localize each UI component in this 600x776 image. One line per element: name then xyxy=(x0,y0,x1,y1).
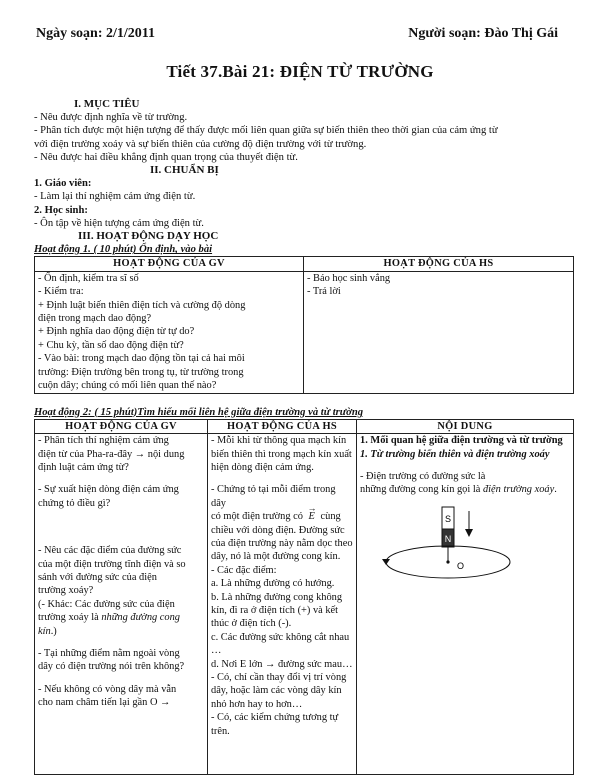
hs-line: a. Là những đường có hướng. xyxy=(211,578,335,590)
hs-line: nhỏ hơn hay to hơn… xyxy=(211,698,303,710)
gv-line: của một điện trường tĩnh điện và so xyxy=(38,558,186,570)
gv-line: cuộn dây; chúng có mối liên quan thế nào? xyxy=(38,380,217,392)
hs-line xyxy=(211,503,353,523)
vector-e-letter: E xyxy=(308,511,315,523)
activity2-gv-cell xyxy=(35,434,208,775)
hs-text: cùng xyxy=(320,511,341,523)
gv-emphasis: kín xyxy=(38,625,51,637)
gv-line: - Tại những điểm nằm ngoài vòng xyxy=(38,647,180,659)
gv-line: + Định nghĩa dao động điện từ tự do? xyxy=(38,326,195,338)
activity2-table xyxy=(34,419,574,775)
gv-line xyxy=(38,611,204,624)
gv-line: - Sự xuất hiện dòng điện cảm ứng xyxy=(38,484,179,496)
hs-line: chiều với dòng điện. Đường sức xyxy=(211,524,345,536)
gv-line: - Vào bài: trong mạch dao động tồn tại cả hai môi xyxy=(38,353,245,365)
activity2-col-gv: HOẠT ĐỘNG CỦA GV xyxy=(35,419,208,433)
activity2-hs-cell xyxy=(208,434,357,775)
hs-line: kín, đi ra ở điện tích (+) và kết xyxy=(211,604,339,616)
activity1-gv-cell xyxy=(35,271,304,393)
objective-item: - Nêu được hai điều khẳng định quan trọng của thuyết điện từ. xyxy=(34,151,298,163)
objective-item: với điện trường xoáy và sự biến thiên của cường độ điện trường với từ trường. xyxy=(34,138,367,150)
hs-line: biến thiên thì trong mạch kín xuất xyxy=(211,448,352,460)
point-o-label: O xyxy=(457,560,465,571)
gv-line: cho nam châm tiến lại gần O → xyxy=(38,697,171,709)
vector-e-symbol xyxy=(306,503,318,523)
section-objectives-heading: I. MỤC TIÊU xyxy=(74,98,140,110)
hs-line: trên. xyxy=(211,725,230,737)
objective-item: - Nêu được định nghĩa về từ trường. xyxy=(34,112,188,124)
activity1-col-gv: HOẠT ĐỘNG CỦA GV xyxy=(35,257,304,271)
vector-arrow-icon: → xyxy=(307,503,317,514)
gv-line: trường: Điện trường bên trong tụ, từ trường trong xyxy=(38,366,244,378)
hs-line: d. Nơi E lớn → đường sức mau… xyxy=(211,658,353,670)
gv-line: - Kiểm tra: xyxy=(38,286,84,298)
date-label: Ngày soạn: 2/1/2011 xyxy=(36,26,156,41)
hs-line: c. Các đường sức không cắt nhau xyxy=(211,631,350,643)
hs-line: b. Là những đường cong không xyxy=(211,591,343,603)
activity2-col-nd: NỘI DUNG xyxy=(357,419,574,433)
content-line xyxy=(360,483,570,496)
gv-line: - Nếu không có vòng dây mà vẫn xyxy=(38,683,177,695)
document-body xyxy=(34,98,574,775)
content-emphasis: điện trường xoáy xyxy=(482,484,555,496)
content-text: . xyxy=(554,484,557,496)
gv-line: trường xoáy? xyxy=(38,585,94,597)
gv-line xyxy=(38,625,204,638)
gv-line: - Phân tích thí nghiệm cảm ứng xyxy=(38,435,169,447)
lesson-title: Tiết 37.Bài 21: ĐIỆN TỪ TRƯỜNG xyxy=(166,62,434,81)
student-label: 2. Học sinh: xyxy=(34,204,88,216)
content-text: những đường cong kín gọi là xyxy=(360,484,483,496)
hs-line: - Trả lời xyxy=(307,286,341,298)
activity2-nd-cell xyxy=(357,434,574,775)
loop-direction-icon xyxy=(382,559,390,565)
activity1-table xyxy=(34,256,574,393)
activity1-hs-cell xyxy=(304,271,574,393)
gv-line: điện từ của Pha-ra-đây → nội dung xyxy=(38,448,185,460)
magnet-label-top: S xyxy=(444,513,452,524)
hs-line: - Các đặc điểm: xyxy=(211,564,277,576)
gv-line: (- Khác: Các đường sức của điện xyxy=(38,598,175,610)
hs-text: có một điện trường có xyxy=(211,511,303,523)
hs-line: thúc ở điện tích (-). xyxy=(211,618,292,630)
hs-line: - Mỗi khi từ thông qua mạch kín xyxy=(211,435,347,447)
gv-line: định luật cảm ứng từ? xyxy=(38,461,129,473)
gv-line: sánh với đường sức của điện xyxy=(38,571,157,583)
activity1-title: Hoạt động 1. ( 10 phút) Ổn định, vào bài xyxy=(34,244,213,256)
activity2-col-hs: HOẠT ĐỘNG CỦA HS xyxy=(208,419,357,433)
section-preparation-heading: II. CHUẨN BỊ xyxy=(150,164,219,177)
vortex-field-figure xyxy=(360,499,528,609)
hs-line: - Chứng tỏ tại mỗi điểm trong dây xyxy=(211,484,336,509)
author-label: Người soạn: Đào Thị Gái xyxy=(408,26,558,41)
hs-line: - Có, các kiểm chứng tương tự xyxy=(211,712,339,724)
hs-line: … xyxy=(211,645,222,657)
hs-line: của điện trường này nằm dọc theo xyxy=(211,537,353,549)
content-subheading: 1. Từ trường biến thiên và điện trường xoáy xyxy=(360,448,550,460)
activity1-col-hs: HOẠT ĐỘNG CỦA HS xyxy=(304,257,574,271)
hs-line: dây, nó là một đường cong kín. xyxy=(211,551,341,563)
teacher-label: 1. Giáo viên: xyxy=(34,178,92,190)
gv-line: dây có điện trường nói trên không? xyxy=(38,661,185,673)
hs-line: dây, hoặc làm các vòng dây kín xyxy=(211,685,342,697)
motion-arrow-icon xyxy=(465,529,473,537)
gv-text: .) xyxy=(50,625,57,637)
gv-line: - Ổn định, kiểm tra sĩ số xyxy=(38,272,139,284)
gv-line: chứng tỏ điều gì? xyxy=(38,497,111,509)
gv-emphasis: những đường cong xyxy=(101,612,180,624)
teacher-item: - Làm lại thí nghiệm cảm ứng điện từ. xyxy=(34,191,196,203)
activity2-title: Hoạt động 2: ( 15 phút)Tìm hiểu mối liên hệ giữa điện trường và từ trường xyxy=(34,406,364,418)
objective-item: - Phân tích được một hiện tượng để thấy được mối liên quan giữa sự biến thiên theo thời gian của cảm ứng từ xyxy=(34,125,498,137)
student-item: - Ôn tập về hiện tượng cảm ứng điện từ. xyxy=(34,217,204,229)
hs-line: - Báo học sinh vắng xyxy=(307,272,391,284)
gv-line: - Nêu các đặc điểm của đường sức xyxy=(38,545,182,557)
section-activities-heading: III. HOẠT ĐỘNG DẠY HỌC xyxy=(78,230,219,243)
gv-line: + Định luật biến thiên điện tích và cường độ dòng xyxy=(38,299,246,311)
hs-line: hiện dòng điện cảm ứng. xyxy=(211,461,314,473)
gv-line: + Chu kỳ, tần số dao động điện từ? xyxy=(38,339,184,351)
content-line: - Điện trường có đường sức là xyxy=(360,470,486,482)
content-heading: 1. Mối quan hệ giữa điện trường và từ trường xyxy=(360,435,563,447)
hs-line: - Có, chỉ cần thay đổi vị trí vòng xyxy=(211,672,347,684)
gv-line: điện trong mạch dao động? xyxy=(38,313,152,325)
magnet-label-bottom: N xyxy=(444,533,452,544)
gv-text: trường xoáy là xyxy=(38,612,102,624)
